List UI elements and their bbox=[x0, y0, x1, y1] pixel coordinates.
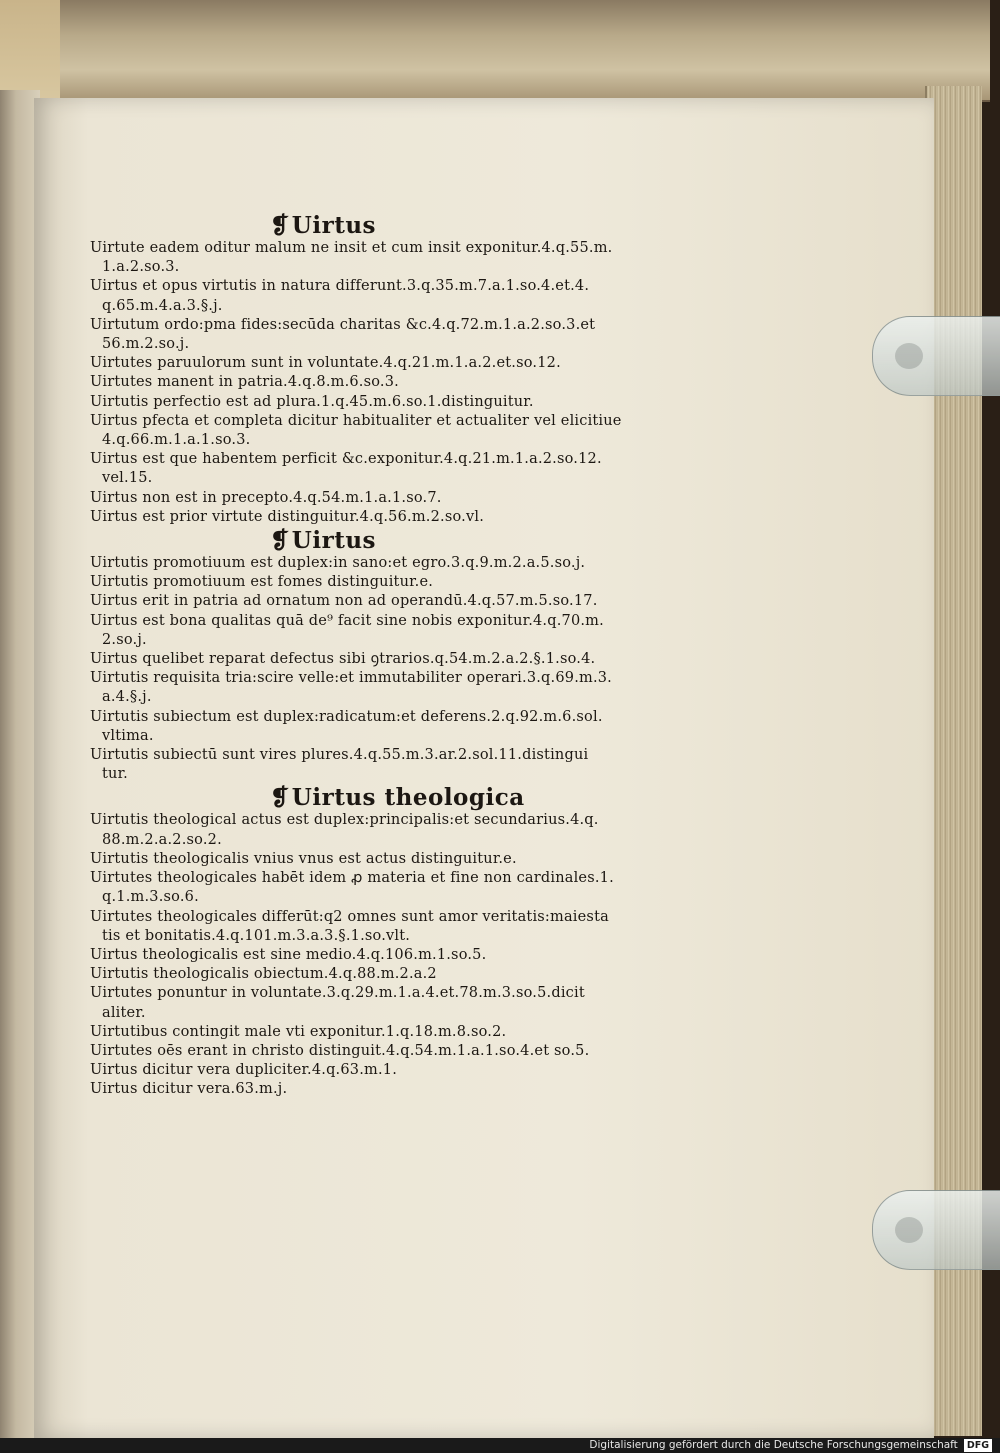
index-entry bbox=[90, 650, 730, 669]
entry-line: Uirtutis subiectum est duplex:radicatum:et deferens.2.q.92.m.6.sol. bbox=[90, 708, 603, 725]
entry-line: Uirtutis perfectio est ad plura.1.q.45.m.6.so.1.distinguitur. bbox=[90, 393, 534, 410]
index-entry bbox=[90, 908, 730, 946]
index-entry bbox=[90, 508, 730, 527]
section-heading-text: Uirtus bbox=[291, 527, 376, 555]
entry-line: 88.m.2.a.2.so.2. bbox=[102, 831, 222, 848]
index-entry bbox=[90, 412, 730, 450]
entry-line: a.4.§.j. bbox=[102, 689, 152, 706]
entry-line: Uirtutis promotiuum est duplex:in sano:et egro.3.q.9.m.2.a.5.so.j. bbox=[90, 555, 586, 572]
entry-line: Uirtutis theologicalis vnius vnus est actus distinguitur.e. bbox=[90, 850, 517, 867]
entry-line: aliter. bbox=[102, 1004, 146, 1021]
entry-line: Uirtutes manent in patria.4.q.8.m.6.so.3. bbox=[90, 374, 399, 391]
entry-line: Uirtutis requisita tria:scire velle:et immutabiliter operari.3.q.69.m.3. bbox=[90, 670, 612, 687]
entry-line: tur. bbox=[102, 766, 128, 783]
entry-line: 4.q.66.m.1.a.1.so.3. bbox=[102, 432, 251, 449]
page-clip-upper bbox=[872, 316, 1000, 396]
entry-line: 2.so.j. bbox=[102, 631, 147, 648]
index-entry bbox=[90, 393, 730, 412]
entry-line: Uirtus erit in patria ad ornatum non ad operandū.4.q.57.m.5.so.17. bbox=[90, 593, 598, 610]
entry-line: Uirtus est bona qualitas quā de⁹ facit sine nobis exponitur.4.q.70.m. bbox=[90, 612, 604, 629]
clip-hole bbox=[895, 343, 923, 369]
clip-hole bbox=[895, 1217, 923, 1243]
entry-line: Uirtus est prior virtute distinguitur.4.q.56.m.2.so.vl. bbox=[90, 508, 485, 525]
entry-line: 1.a.2.so.3. bbox=[102, 259, 180, 276]
entry-line: 56.m.2.so.j. bbox=[102, 336, 190, 353]
index-entry bbox=[90, 946, 730, 965]
entry-line: Uirtus dicitur vera.63.m.j. bbox=[90, 1081, 288, 1098]
index-entry bbox=[90, 746, 730, 784]
index-entry bbox=[90, 965, 730, 984]
index-entry bbox=[90, 316, 730, 354]
entry-line: Uirtute eadem oditur malum ne insit et cum insit exponitur.4.q.55.m. bbox=[90, 240, 613, 256]
entry-line: Uirtutes ponuntur in voluntate.3.q.29.m.1.a.4.et.78.m.3.so.5.dicit bbox=[90, 985, 585, 1002]
index-entry bbox=[90, 1023, 730, 1042]
entry-line: Uirtus est que habentem perficit &c.exponitur.4.q.21.m.1.a.2.so.12. bbox=[90, 451, 602, 468]
section-heading bbox=[270, 784, 730, 811]
entry-line: Uirtutis theological actus est duplex:principalis:et secundarius.4.q. bbox=[90, 812, 599, 829]
section-heading-text: Uirtus bbox=[291, 212, 376, 239]
entry-line: vel.15. bbox=[102, 470, 153, 487]
entry-line: Uirtus pfecta et completa dicitur habitualiter et actualiter vel elicitiue bbox=[90, 412, 622, 429]
index-entry bbox=[90, 489, 730, 508]
index-entry bbox=[90, 1080, 730, 1099]
footer-bar bbox=[0, 1438, 1000, 1453]
book-spine-corner bbox=[0, 0, 60, 100]
index-entry bbox=[90, 592, 730, 611]
entry-line: tis et bonitatis.4.q.101.m.3.a.3.§.1.so.vlt. bbox=[102, 927, 411, 944]
index-entry bbox=[90, 554, 730, 573]
entry-line: Uirtutes paruulorum sunt in voluntate.4.q.21.m.1.a.2.et.so.12. bbox=[90, 355, 561, 372]
entry-line: Uirtutes theologicales habēt idem ꝓ materia et fine non cardinales.1. bbox=[90, 870, 614, 887]
section-heading-text: Uirtus theologica bbox=[291, 784, 525, 812]
entry-line: Uirtutes oēs erant in christo distinguit.4.q.54.m.1.a.1.so.4.et so.5. bbox=[90, 1042, 590, 1059]
page-clip-lower bbox=[872, 1190, 1000, 1270]
index-entry bbox=[90, 1042, 730, 1061]
index-entry bbox=[90, 573, 730, 592]
entry-line: Uirtutis subiectū sunt vires plures.4.q.55.m.3.ar.2.sol.11.distingui bbox=[90, 747, 589, 764]
section-heading bbox=[270, 527, 730, 554]
index-entry bbox=[90, 869, 730, 907]
index-entry bbox=[90, 984, 730, 1022]
pilcrow-mark: ❡ bbox=[270, 527, 290, 555]
index-entry bbox=[90, 811, 730, 849]
dfg-logo: DFG bbox=[964, 1439, 992, 1452]
pilcrow-mark: ❡ bbox=[270, 212, 290, 239]
index-entry bbox=[90, 669, 730, 707]
entry-line: Uirtutis promotiuum est fomes distinguitur.e. bbox=[90, 574, 434, 591]
index-entry bbox=[90, 277, 730, 315]
index-entry bbox=[90, 373, 730, 392]
entry-line: vltima. bbox=[102, 727, 154, 744]
entry-line: q.1.m.3.so.6. bbox=[102, 889, 199, 906]
index-entry bbox=[90, 450, 730, 488]
entry-line: q.65.m.4.a.3.§.j. bbox=[102, 297, 223, 314]
entry-line: Uirtutum ordo:pma fides:secūda charitas &c.4.q.72.m.1.a.2.so.3.et bbox=[90, 316, 596, 333]
pilcrow-mark: ❡ bbox=[270, 784, 290, 812]
index-entry bbox=[90, 850, 730, 869]
entry-line: Uirtus quelibet reparat defectus sibi ꝯtrarios.q.54.m.2.a.2.§.1.so.4. bbox=[90, 651, 596, 668]
page-text-block bbox=[90, 212, 730, 1100]
entry-line: Uirtus dicitur vera dupliciter.4.q.63.m.1. bbox=[90, 1062, 398, 1079]
index-entry bbox=[90, 354, 730, 373]
entry-line: Uirtutibus contingit male vti exponitur.1.q.18.m.8.so.2. bbox=[90, 1023, 507, 1040]
footer-credit: Digitalisierung gefördert durch die Deutsche Forschungsgemeinschaft bbox=[589, 1439, 958, 1451]
book-top-edge bbox=[0, 0, 990, 102]
index-entry bbox=[90, 612, 730, 650]
entry-line: Uirtutes theologicales differūt:q2 omnes sunt amor veritatis:maiesta bbox=[90, 908, 609, 925]
entry-line: Uirtus theologicalis est sine medio.4.q.106.m.1.so.5. bbox=[90, 946, 487, 963]
index-entry bbox=[90, 239, 730, 277]
section-heading bbox=[270, 212, 730, 239]
index-entry bbox=[90, 708, 730, 746]
entry-line: Uirtus non est in precepto.4.q.54.m.1.a.1.so.7. bbox=[90, 489, 442, 506]
entry-line: Uirtus et opus virtutis in natura differunt.3.q.35.m.7.a.1.so.4.et.4. bbox=[90, 278, 590, 295]
index-entry bbox=[90, 1061, 730, 1080]
entry-line: Uirtutis theologicalis obiectum.4.q.88.m.2.a.2 bbox=[90, 966, 437, 983]
